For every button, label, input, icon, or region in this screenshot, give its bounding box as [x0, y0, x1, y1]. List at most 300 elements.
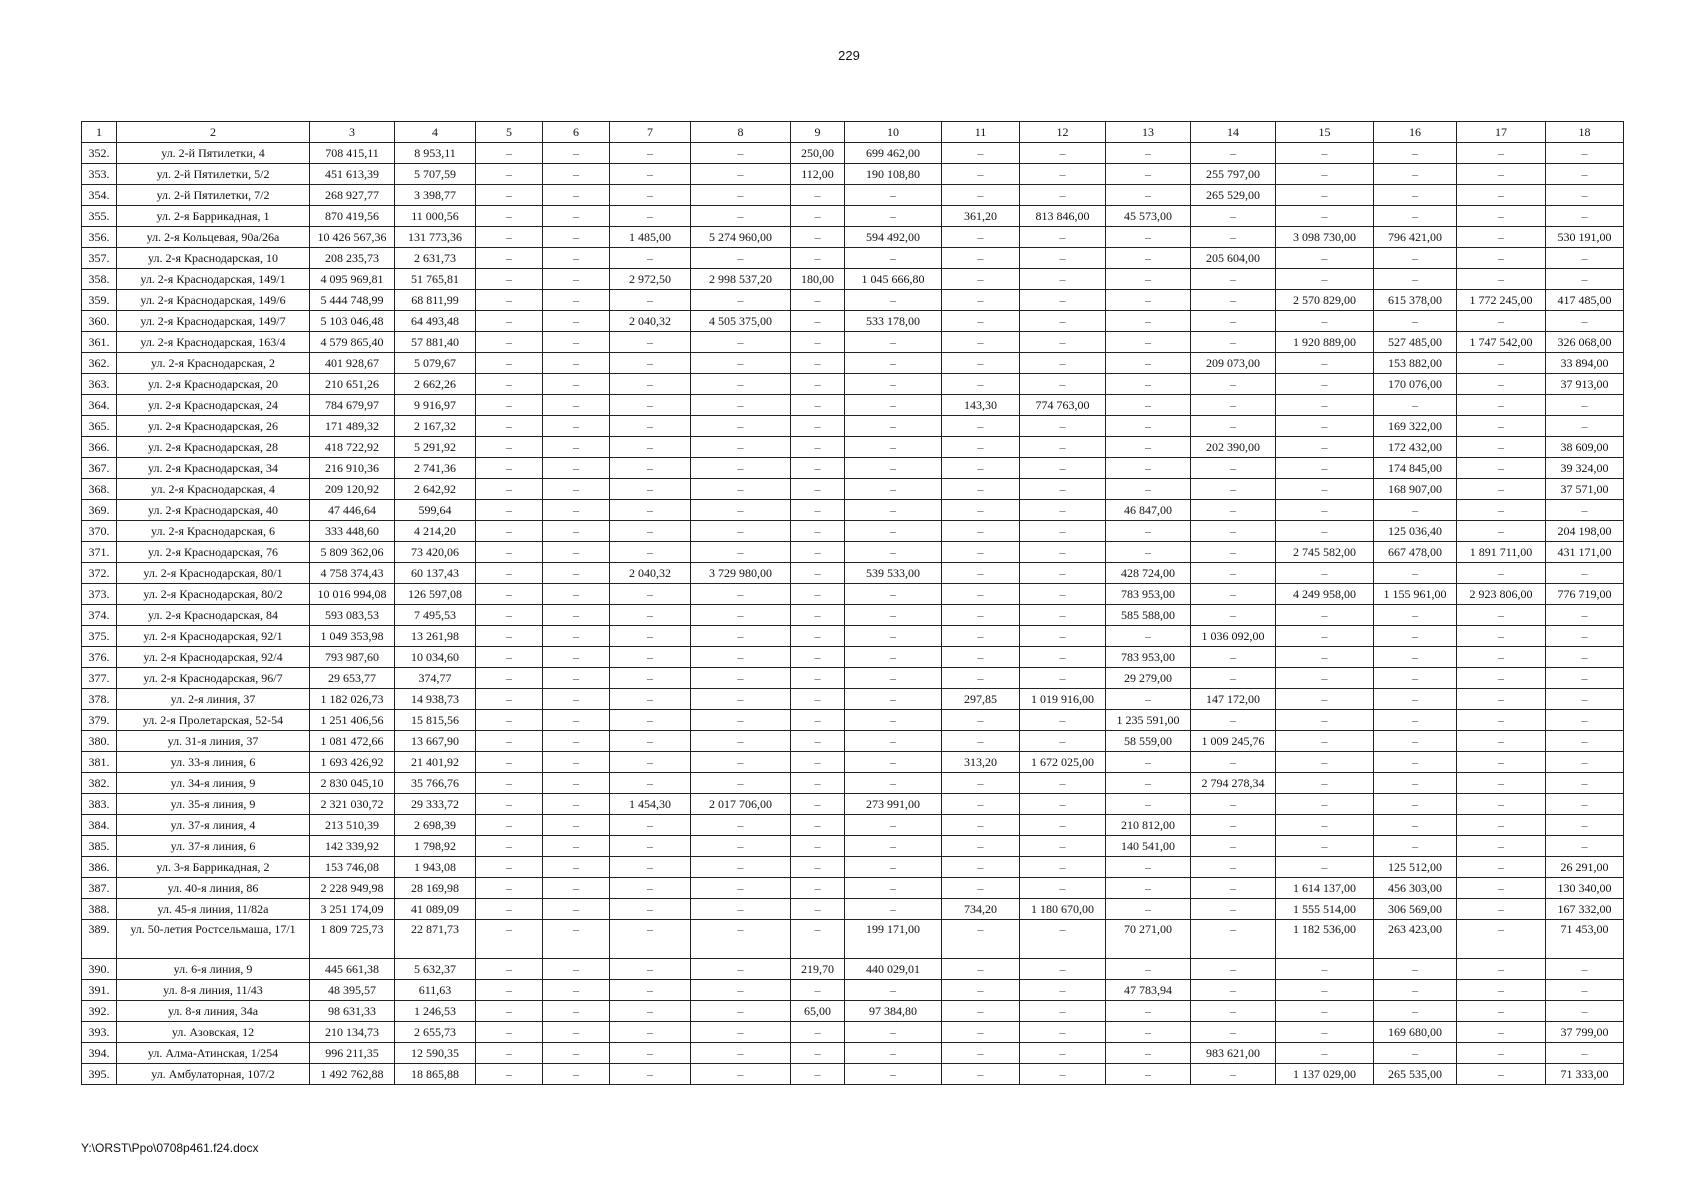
value-cell: – — [1020, 605, 1106, 626]
value-cell: – — [1191, 143, 1276, 164]
address-cell: ул. 2-я Краснодарская, 24 — [117, 395, 310, 416]
value-cell: – — [845, 206, 942, 227]
value-cell: – — [791, 353, 845, 374]
value-cell: – — [1546, 773, 1624, 794]
value-cell: – — [1457, 311, 1546, 332]
value-cell: – — [1457, 626, 1546, 647]
value-cell: 3 729 980,00 — [691, 563, 791, 584]
value-cell: – — [942, 836, 1020, 857]
value-cell: 1 009 245,76 — [1191, 731, 1276, 752]
value-cell: – — [1276, 353, 1374, 374]
value-cell: 5 809 362,06 — [310, 542, 395, 563]
value-cell: – — [691, 1043, 791, 1064]
value-cell: – — [1191, 269, 1276, 290]
value-cell: 263 423,00 — [1374, 920, 1457, 959]
row-number-cell: 378. — [82, 689, 117, 710]
value-cell: – — [691, 773, 791, 794]
value-cell: – — [543, 584, 610, 605]
value-cell: – — [1106, 290, 1191, 311]
value-cell: – — [1276, 437, 1374, 458]
value-cell: – — [476, 500, 543, 521]
value-cell: 205 604,00 — [1191, 248, 1276, 269]
value-cell: 18 865,88 — [395, 1064, 476, 1085]
value-cell: – — [543, 248, 610, 269]
address-cell: ул. 37-я линия, 6 — [117, 836, 310, 857]
value-cell: 1 772 245,00 — [1457, 290, 1546, 311]
value-cell: – — [543, 605, 610, 626]
value-cell: – — [1020, 710, 1106, 731]
row-number-cell: 365. — [82, 416, 117, 437]
row-number-cell: 374. — [82, 605, 117, 626]
value-cell: – — [1374, 959, 1457, 980]
value-cell: – — [1374, 269, 1457, 290]
value-cell: – — [543, 647, 610, 668]
value-cell: – — [543, 374, 610, 395]
value-cell: – — [845, 416, 942, 437]
value-cell: – — [610, 479, 691, 500]
value-cell: – — [1191, 332, 1276, 353]
value-cell: – — [1106, 542, 1191, 563]
value-cell: – — [1191, 374, 1276, 395]
column-header-18: 18 — [1546, 122, 1624, 143]
table-row — [82, 731, 1624, 752]
value-cell: – — [1191, 563, 1276, 584]
value-cell: – — [610, 500, 691, 521]
value-cell: – — [543, 143, 610, 164]
value-cell: – — [942, 248, 1020, 269]
value-cell: – — [1457, 395, 1546, 416]
value-cell: – — [1457, 1022, 1546, 1043]
value-cell: – — [610, 1022, 691, 1043]
value-cell: 2 321 030,72 — [310, 794, 395, 815]
value-cell: 169 680,00 — [1374, 1022, 1457, 1043]
value-cell: – — [1546, 752, 1624, 773]
value-cell: – — [476, 521, 543, 542]
value-cell: 1 920 889,00 — [1276, 332, 1374, 353]
value-cell: 65,00 — [791, 1001, 845, 1022]
value-cell: 401 928,67 — [310, 353, 395, 374]
value-cell: – — [1020, 857, 1106, 878]
value-cell: – — [1106, 959, 1191, 980]
table-row — [82, 164, 1624, 185]
value-cell: – — [691, 857, 791, 878]
value-cell: – — [845, 710, 942, 731]
row-number-cell: 376. — [82, 647, 117, 668]
value-cell: – — [942, 773, 1020, 794]
address-cell: ул. 2-й Пятилетки, 4 — [117, 143, 310, 164]
table-row — [82, 689, 1624, 710]
value-cell: – — [1276, 857, 1374, 878]
value-cell: 13 667,90 — [395, 731, 476, 752]
value-cell: – — [543, 416, 610, 437]
table-row — [82, 269, 1624, 290]
value-cell: 297,85 — [942, 689, 1020, 710]
value-cell: – — [1457, 143, 1546, 164]
value-cell: – — [691, 920, 791, 959]
row-number-cell: 393. — [82, 1022, 117, 1043]
value-cell: – — [1457, 731, 1546, 752]
value-cell: 1 081 472,66 — [310, 731, 395, 752]
value-cell: – — [610, 668, 691, 689]
value-cell: – — [1106, 1043, 1191, 1064]
value-cell: 1 672 025,00 — [1020, 752, 1106, 773]
value-cell: – — [1106, 794, 1191, 815]
value-cell: 774 763,00 — [1020, 395, 1106, 416]
table-row — [82, 752, 1624, 773]
value-cell: – — [845, 815, 942, 836]
value-cell: – — [1191, 794, 1276, 815]
value-cell: – — [610, 605, 691, 626]
value-cell: – — [476, 794, 543, 815]
value-cell: – — [1276, 815, 1374, 836]
value-cell: – — [942, 1001, 1020, 1022]
value-cell: – — [1546, 500, 1624, 521]
value-cell: – — [476, 437, 543, 458]
value-cell: 445 661,38 — [310, 959, 395, 980]
value-cell: – — [791, 752, 845, 773]
value-cell: – — [543, 1022, 610, 1043]
value-cell: 4 505 375,00 — [691, 311, 791, 332]
value-cell: – — [610, 1064, 691, 1085]
value-cell: – — [791, 584, 845, 605]
value-cell: – — [1020, 1022, 1106, 1043]
address-cell: ул. 2-я линия, 37 — [117, 689, 310, 710]
value-cell: – — [845, 647, 942, 668]
value-cell: 1 182 026,73 — [310, 689, 395, 710]
value-cell: – — [942, 647, 1020, 668]
value-cell: – — [1106, 248, 1191, 269]
address-cell: ул. 2-я Кольцевая, 90а/26а — [117, 227, 310, 248]
value-cell: – — [610, 164, 691, 185]
value-cell: – — [942, 878, 1020, 899]
value-cell: – — [691, 332, 791, 353]
value-cell: – — [1276, 500, 1374, 521]
value-cell: – — [1191, 878, 1276, 899]
value-cell: – — [1457, 248, 1546, 269]
row-number-cell: 368. — [82, 479, 117, 500]
table-row — [82, 416, 1624, 437]
value-cell: – — [791, 773, 845, 794]
value-cell: – — [1457, 437, 1546, 458]
value-cell: – — [1106, 878, 1191, 899]
value-cell: – — [691, 458, 791, 479]
value-cell: 265 535,00 — [1374, 1064, 1457, 1085]
value-cell: – — [1374, 1043, 1457, 1064]
value-cell: – — [1020, 164, 1106, 185]
value-cell: – — [1276, 521, 1374, 542]
value-cell: – — [1276, 248, 1374, 269]
value-cell: – — [1276, 458, 1374, 479]
value-cell: 71 453,00 — [1546, 920, 1624, 959]
value-cell: – — [543, 878, 610, 899]
value-cell: – — [610, 458, 691, 479]
row-number-cell: 375. — [82, 626, 117, 647]
value-cell: – — [1457, 458, 1546, 479]
value-cell: – — [476, 920, 543, 959]
value-cell: – — [1546, 980, 1624, 1001]
row-number-cell: 388. — [82, 899, 117, 920]
value-cell: – — [1191, 206, 1276, 227]
value-cell: 428 724,00 — [1106, 563, 1191, 584]
value-cell: – — [1276, 206, 1374, 227]
row-number-cell: 386. — [82, 857, 117, 878]
value-cell: – — [1546, 605, 1624, 626]
value-cell: – — [1020, 416, 1106, 437]
value-cell: 2 642,92 — [395, 479, 476, 500]
value-cell: – — [1457, 185, 1546, 206]
row-number-cell: 373. — [82, 584, 117, 605]
address-cell: ул. 45-я линия, 11/82а — [117, 899, 310, 920]
value-cell: – — [1374, 605, 1457, 626]
value-cell: – — [1020, 143, 1106, 164]
address-cell: ул. 2-я Краснодарская, 28 — [117, 437, 310, 458]
value-cell: – — [1374, 836, 1457, 857]
value-cell: 5 103 046,48 — [310, 311, 395, 332]
value-cell: 216 910,36 — [310, 458, 395, 479]
row-number-cell: 377. — [82, 668, 117, 689]
table-row — [82, 1022, 1624, 1043]
value-cell: – — [1276, 959, 1374, 980]
table-row — [82, 1064, 1624, 1085]
value-cell: – — [1546, 269, 1624, 290]
value-cell: – — [1546, 959, 1624, 980]
value-cell: 585 588,00 — [1106, 605, 1191, 626]
value-cell: – — [1020, 878, 1106, 899]
value-cell: – — [942, 500, 1020, 521]
value-cell: – — [1191, 899, 1276, 920]
value-cell: – — [942, 311, 1020, 332]
value-cell: – — [791, 521, 845, 542]
value-cell: – — [543, 395, 610, 416]
address-cell: ул. 2-я Краснодарская, 149/7 — [117, 311, 310, 332]
value-cell: – — [1276, 311, 1374, 332]
value-cell: – — [543, 542, 610, 563]
value-cell: – — [1020, 773, 1106, 794]
value-cell: – — [1276, 269, 1374, 290]
row-number-cell: 361. — [82, 332, 117, 353]
value-cell: 273 991,00 — [845, 794, 942, 815]
value-cell: – — [476, 185, 543, 206]
address-cell: ул. 2-я Краснодарская, 84 — [117, 605, 310, 626]
value-cell: – — [1457, 500, 1546, 521]
address-cell: ул. 2-я Краснодарская, 80/2 — [117, 584, 310, 605]
value-cell: – — [1457, 773, 1546, 794]
value-cell: – — [845, 857, 942, 878]
value-cell: – — [610, 731, 691, 752]
value-cell: – — [543, 980, 610, 1001]
value-cell: – — [1191, 227, 1276, 248]
value-cell: – — [543, 479, 610, 500]
value-cell: – — [610, 752, 691, 773]
value-cell: – — [1106, 752, 1191, 773]
value-cell: – — [791, 416, 845, 437]
value-cell: – — [845, 542, 942, 563]
value-cell: 2 228 949,98 — [310, 878, 395, 899]
value-cell: – — [1276, 563, 1374, 584]
value-cell: – — [476, 353, 543, 374]
value-cell: – — [1106, 311, 1191, 332]
value-cell: – — [476, 752, 543, 773]
value-cell: – — [610, 773, 691, 794]
value-cell: 219,70 — [791, 959, 845, 980]
value-cell: – — [1457, 899, 1546, 920]
value-cell: – — [1276, 626, 1374, 647]
value-cell: – — [691, 416, 791, 437]
value-cell: 2 830 045,10 — [310, 773, 395, 794]
value-cell: – — [610, 920, 691, 959]
value-cell: – — [1374, 794, 1457, 815]
value-cell: – — [1457, 1064, 1546, 1085]
value-cell: – — [1191, 668, 1276, 689]
value-cell: – — [791, 836, 845, 857]
value-cell: – — [610, 710, 691, 731]
value-cell: 64 493,48 — [395, 311, 476, 332]
value-cell: – — [610, 1001, 691, 1022]
value-cell: – — [845, 500, 942, 521]
value-cell: – — [845, 1022, 942, 1043]
table-row — [82, 584, 1624, 605]
value-cell: 13 261,98 — [395, 626, 476, 647]
value-cell: 667 478,00 — [1374, 542, 1457, 563]
value-cell: – — [791, 899, 845, 920]
value-cell: – — [610, 980, 691, 1001]
row-number-cell: 359. — [82, 290, 117, 311]
value-cell: – — [845, 752, 942, 773]
value-cell: 37 913,00 — [1546, 374, 1624, 395]
value-cell: – — [1457, 959, 1546, 980]
column-header-15: 15 — [1276, 122, 1374, 143]
address-cell: ул. 6-я линия, 9 — [117, 959, 310, 980]
value-cell: 29 333,72 — [395, 794, 476, 815]
value-cell: – — [1020, 479, 1106, 500]
value-cell: – — [476, 773, 543, 794]
row-number-cell: 356. — [82, 227, 117, 248]
value-cell: 2 631,73 — [395, 248, 476, 269]
value-cell: 326 068,00 — [1546, 332, 1624, 353]
value-cell: 2 662,26 — [395, 374, 476, 395]
value-cell: – — [476, 605, 543, 626]
value-cell: 172 432,00 — [1374, 437, 1457, 458]
value-cell: – — [476, 626, 543, 647]
value-cell: – — [1106, 374, 1191, 395]
address-cell: ул. 3-я Баррикадная, 2 — [117, 857, 310, 878]
value-cell: 2 794 278,34 — [1191, 773, 1276, 794]
row-number-cell: 380. — [82, 731, 117, 752]
value-cell: – — [1546, 731, 1624, 752]
value-cell: 2 998 537,20 — [691, 269, 791, 290]
value-cell: 996 211,35 — [310, 1043, 395, 1064]
value-cell: – — [1276, 794, 1374, 815]
value-cell: – — [845, 1043, 942, 1064]
value-cell: 153 882,00 — [1374, 353, 1457, 374]
value-cell: 250,00 — [791, 143, 845, 164]
value-cell: – — [1191, 1022, 1276, 1043]
value-cell: – — [610, 206, 691, 227]
column-header-2: 2 — [117, 122, 310, 143]
value-cell: 12 590,35 — [395, 1043, 476, 1064]
value-cell: – — [610, 248, 691, 269]
value-cell: 983 621,00 — [1191, 1043, 1276, 1064]
address-cell: ул. 2-я Краснодарская, 2 — [117, 353, 310, 374]
value-cell: – — [1457, 605, 1546, 626]
value-cell: – — [942, 458, 1020, 479]
value-cell: – — [845, 836, 942, 857]
value-cell: 4 214,20 — [395, 521, 476, 542]
value-cell: – — [610, 647, 691, 668]
table-row — [82, 878, 1624, 899]
value-cell: 2 167,32 — [395, 416, 476, 437]
value-cell: – — [476, 836, 543, 857]
value-cell: 2 655,73 — [395, 1022, 476, 1043]
table-row — [82, 668, 1624, 689]
value-cell: – — [1546, 836, 1624, 857]
value-cell: – — [845, 437, 942, 458]
value-cell: – — [1374, 626, 1457, 647]
value-cell: 776 719,00 — [1546, 584, 1624, 605]
value-cell: – — [1457, 752, 1546, 773]
value-cell: – — [543, 563, 610, 584]
value-cell: 1 809 725,73 — [310, 920, 395, 959]
value-cell: – — [791, 647, 845, 668]
value-cell: – — [543, 437, 610, 458]
value-cell: – — [791, 311, 845, 332]
value-cell: – — [845, 668, 942, 689]
value-cell: 174 845,00 — [1374, 458, 1457, 479]
column-header-4: 4 — [395, 122, 476, 143]
value-cell: – — [1457, 1001, 1546, 1022]
value-cell: 21 401,92 — [395, 752, 476, 773]
value-cell: 73 420,06 — [395, 542, 476, 563]
value-cell: – — [476, 668, 543, 689]
column-header-9: 9 — [791, 122, 845, 143]
row-number-cell: 366. — [82, 437, 117, 458]
value-cell: – — [476, 311, 543, 332]
value-cell: 70 271,00 — [1106, 920, 1191, 959]
value-cell: – — [942, 710, 1020, 731]
value-cell: – — [1106, 773, 1191, 794]
value-cell: 213 510,39 — [310, 815, 395, 836]
value-cell: – — [1276, 836, 1374, 857]
value-cell: – — [845, 374, 942, 395]
value-cell: 170 076,00 — [1374, 374, 1457, 395]
value-cell: – — [1020, 815, 1106, 836]
value-cell: 1 182 536,00 — [1276, 920, 1374, 959]
address-cell: ул. 34-я линия, 9 — [117, 773, 310, 794]
value-cell: 1 492 762,88 — [310, 1064, 395, 1085]
value-cell: – — [942, 626, 1020, 647]
value-cell: – — [1457, 980, 1546, 1001]
value-cell: 45 573,00 — [1106, 206, 1191, 227]
value-cell: – — [691, 500, 791, 521]
value-cell: – — [1546, 395, 1624, 416]
value-cell: – — [476, 164, 543, 185]
value-cell: – — [1276, 752, 1374, 773]
value-cell: – — [1020, 521, 1106, 542]
value-cell: – — [845, 248, 942, 269]
value-cell: – — [1546, 1001, 1624, 1022]
value-cell: – — [791, 185, 845, 206]
value-cell: – — [610, 332, 691, 353]
value-cell: 1 693 426,92 — [310, 752, 395, 773]
table-row — [82, 710, 1624, 731]
value-cell: – — [1020, 584, 1106, 605]
row-number-cell: 364. — [82, 395, 117, 416]
address-cell: ул. Алма-Атинская, 1/254 — [117, 1043, 310, 1064]
value-cell: – — [1106, 1022, 1191, 1043]
value-cell: 456 303,00 — [1374, 878, 1457, 899]
address-cell: ул. 2-я Краснодарская, 34 — [117, 458, 310, 479]
value-cell: – — [543, 857, 610, 878]
